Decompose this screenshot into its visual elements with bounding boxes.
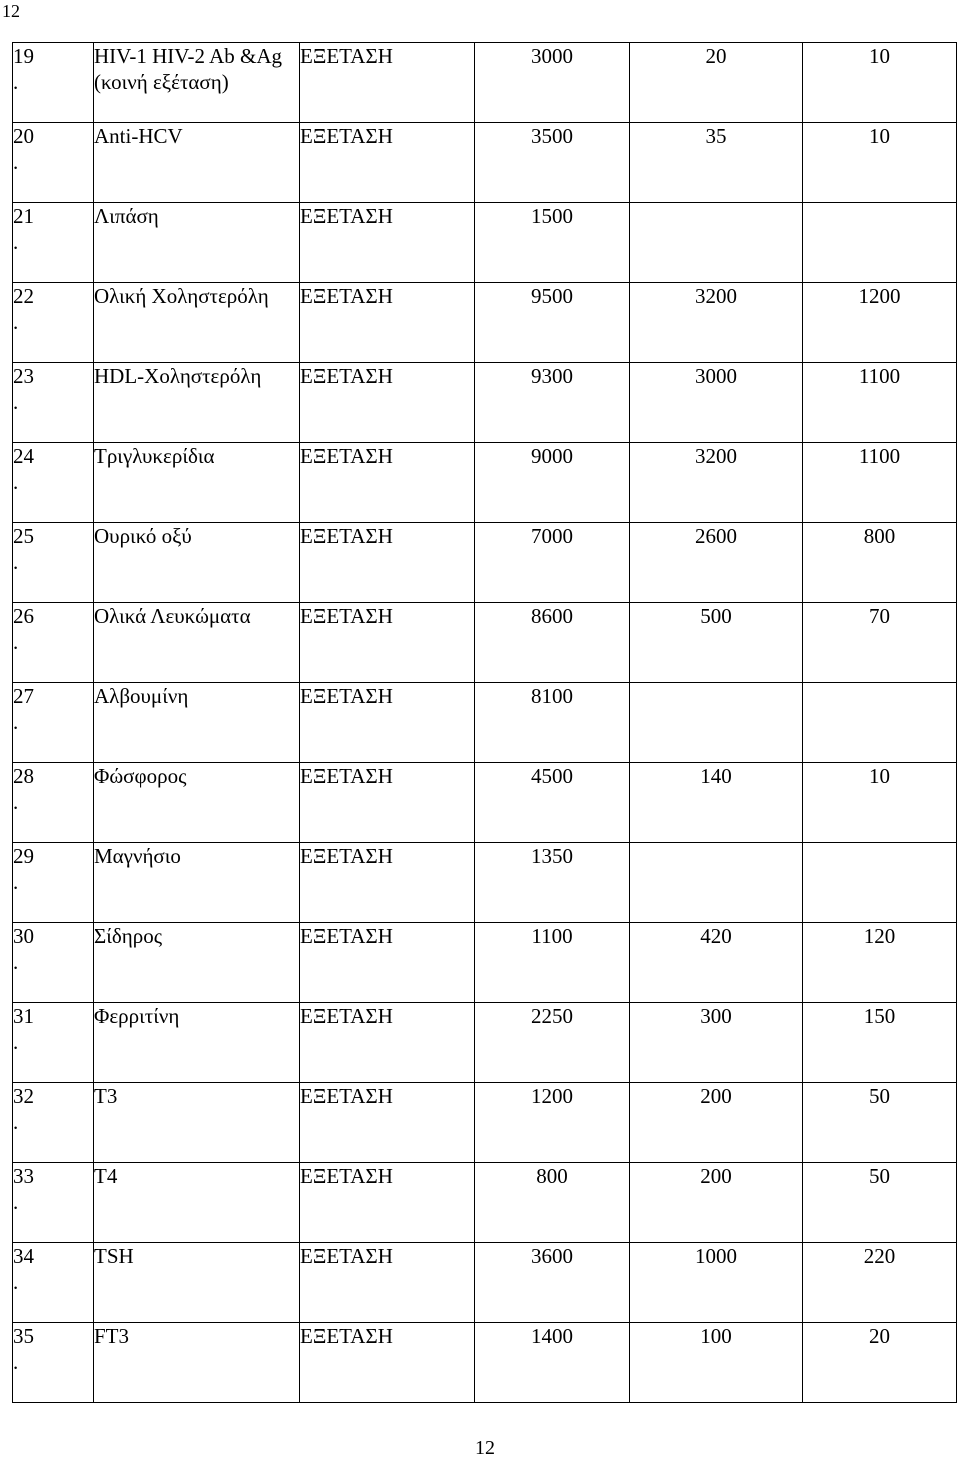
value-col-3 bbox=[803, 843, 957, 923]
value-col-2 bbox=[630, 683, 803, 763]
exam-type: ΕΞΕΤΑΣΗ bbox=[300, 1163, 475, 1243]
value-col-2: 420 bbox=[630, 923, 803, 1003]
value-col-2: 20 bbox=[630, 43, 803, 123]
row-number: 29 . bbox=[13, 843, 94, 923]
exam-name: HDL-Χοληστερόλη bbox=[94, 363, 300, 443]
value-col-1: 3500 bbox=[475, 123, 630, 203]
value-col-1: 800 bbox=[475, 1163, 630, 1243]
value-col-3: 800 bbox=[803, 523, 957, 603]
value-col-3: 70 bbox=[803, 603, 957, 683]
value-col-2: 300 bbox=[630, 1003, 803, 1083]
value-col-3 bbox=[803, 683, 957, 763]
value-col-1: 9000 bbox=[475, 443, 630, 523]
exam-type: ΕΞΕΤΑΣΗ bbox=[300, 523, 475, 603]
table-row bbox=[13, 1003, 957, 1083]
exam-type: ΕΞΕΤΑΣΗ bbox=[300, 603, 475, 683]
value-col-3: 1100 bbox=[803, 443, 957, 523]
table-row bbox=[13, 283, 957, 363]
value-col-1: 1500 bbox=[475, 203, 630, 283]
row-number: 21 . bbox=[13, 203, 94, 283]
table-row bbox=[13, 363, 957, 443]
exam-type: ΕΞΕΤΑΣΗ bbox=[300, 1003, 475, 1083]
row-number: 31 . bbox=[13, 1003, 94, 1083]
value-col-2: 100 bbox=[630, 1323, 803, 1403]
value-col-3: 10 bbox=[803, 43, 957, 123]
page-number-bottom: 12 bbox=[475, 1437, 495, 1459]
table-row bbox=[13, 443, 957, 523]
value-col-2: 200 bbox=[630, 1083, 803, 1163]
table-row bbox=[13, 123, 957, 203]
value-col-2: 500 bbox=[630, 603, 803, 683]
value-col-3: 1200 bbox=[803, 283, 957, 363]
value-col-3: 120 bbox=[803, 923, 957, 1003]
value-col-1: 3000 bbox=[475, 43, 630, 123]
value-col-2: 2600 bbox=[630, 523, 803, 603]
value-col-1: 1400 bbox=[475, 1323, 630, 1403]
value-col-1: 7000 bbox=[475, 523, 630, 603]
value-col-2 bbox=[630, 843, 803, 923]
table-row bbox=[13, 683, 957, 763]
value-col-3: 20 bbox=[803, 1323, 957, 1403]
row-number: 23 . bbox=[13, 363, 94, 443]
value-col-1: 1350 bbox=[475, 843, 630, 923]
exam-type: ΕΞΕΤΑΣΗ bbox=[300, 1243, 475, 1323]
exam-name: Αλβουμίνη bbox=[94, 683, 300, 763]
exam-name: Τριγλυκερίδια bbox=[94, 443, 300, 523]
table-row bbox=[13, 1323, 957, 1403]
exam-type: ΕΞΕΤΑΣΗ bbox=[300, 1323, 475, 1403]
table-row bbox=[13, 523, 957, 603]
exam-name: T4 bbox=[94, 1163, 300, 1243]
exam-name: Anti-HCV bbox=[94, 123, 300, 203]
value-col-3 bbox=[803, 203, 957, 283]
exam-type: ΕΞΕΤΑΣΗ bbox=[300, 43, 475, 123]
table-row bbox=[13, 923, 957, 1003]
value-col-2: 200 bbox=[630, 1163, 803, 1243]
exam-name: T3 bbox=[94, 1083, 300, 1163]
exam-type: ΕΞΕΤΑΣΗ bbox=[300, 283, 475, 363]
exam-type: ΕΞΕΤΑΣΗ bbox=[300, 923, 475, 1003]
value-col-2: 140 bbox=[630, 763, 803, 843]
value-col-1: 1100 bbox=[475, 923, 630, 1003]
exam-type: ΕΞΕΤΑΣΗ bbox=[300, 363, 475, 443]
row-number: 34 . bbox=[13, 1243, 94, 1323]
table-row bbox=[13, 1083, 957, 1163]
exam-type: ΕΞΕΤΑΣΗ bbox=[300, 1083, 475, 1163]
value-col-3: 220 bbox=[803, 1243, 957, 1323]
value-col-3: 50 bbox=[803, 1163, 957, 1243]
value-col-1: 8100 bbox=[475, 683, 630, 763]
page-number-top: 12 bbox=[2, 1, 20, 21]
table-row bbox=[13, 1163, 957, 1243]
value-col-1: 1200 bbox=[475, 1083, 630, 1163]
exam-price-table bbox=[12, 42, 957, 1403]
row-number: 27 . bbox=[13, 683, 94, 763]
row-number: 19 . bbox=[13, 43, 94, 123]
value-col-1: 9500 bbox=[475, 283, 630, 363]
exam-type: ΕΞΕΤΑΣΗ bbox=[300, 443, 475, 523]
table-row bbox=[13, 1243, 957, 1323]
value-col-3: 10 bbox=[803, 763, 957, 843]
row-number: 20 . bbox=[13, 123, 94, 203]
row-number: 25 . bbox=[13, 523, 94, 603]
value-col-2: 3000 bbox=[630, 363, 803, 443]
exam-type: ΕΞΕΤΑΣΗ bbox=[300, 843, 475, 923]
exam-name: Λιπάση bbox=[94, 203, 300, 283]
value-col-2: 3200 bbox=[630, 443, 803, 523]
row-number: 26 . bbox=[13, 603, 94, 683]
value-col-3: 150 bbox=[803, 1003, 957, 1083]
table-row bbox=[13, 43, 957, 123]
row-number: 24 . bbox=[13, 443, 94, 523]
exam-name: Ολικά Λευκώματα bbox=[94, 603, 300, 683]
exam-type: ΕΞΕΤΑΣΗ bbox=[300, 203, 475, 283]
table-row bbox=[13, 763, 957, 843]
value-col-3: 10 bbox=[803, 123, 957, 203]
value-col-2: 3200 bbox=[630, 283, 803, 363]
exam-name: HIV-1 HIV-2 Ab &Ag (κοινή εξέταση) bbox=[94, 43, 300, 123]
row-number: 28 . bbox=[13, 763, 94, 843]
exam-name: Σίδηρος bbox=[94, 923, 300, 1003]
value-col-1: 8600 bbox=[475, 603, 630, 683]
value-col-1: 9300 bbox=[475, 363, 630, 443]
value-col-2: 1000 bbox=[630, 1243, 803, 1323]
exam-name: Φώσφορος bbox=[94, 763, 300, 843]
exam-name: Ολική Χοληστερόλη bbox=[94, 283, 300, 363]
table-row bbox=[13, 843, 957, 923]
value-col-1: 4500 bbox=[475, 763, 630, 843]
exam-type: ΕΞΕΤΑΣΗ bbox=[300, 123, 475, 203]
value-col-2 bbox=[630, 203, 803, 283]
row-number: 35 . bbox=[13, 1323, 94, 1403]
value-col-3: 1100 bbox=[803, 363, 957, 443]
exam-type: ΕΞΕΤΑΣΗ bbox=[300, 683, 475, 763]
exam-name: FT3 bbox=[94, 1323, 300, 1403]
row-number: 22 . bbox=[13, 283, 94, 363]
exam-name: Φερριτίνη bbox=[94, 1003, 300, 1083]
table-row bbox=[13, 603, 957, 683]
row-number: 30 . bbox=[13, 923, 94, 1003]
value-col-3: 50 bbox=[803, 1083, 957, 1163]
exam-name: Μαγνήσιο bbox=[94, 843, 300, 923]
value-col-2: 35 bbox=[630, 123, 803, 203]
row-number: 33 . bbox=[13, 1163, 94, 1243]
row-number: 32 . bbox=[13, 1083, 94, 1163]
exam-name: TSH bbox=[94, 1243, 300, 1323]
table-row bbox=[13, 203, 957, 283]
value-col-1: 3600 bbox=[475, 1243, 630, 1323]
exam-type: ΕΞΕΤΑΣΗ bbox=[300, 763, 475, 843]
value-col-1: 2250 bbox=[475, 1003, 630, 1083]
exam-name: Ουρικό οξύ bbox=[94, 523, 300, 603]
